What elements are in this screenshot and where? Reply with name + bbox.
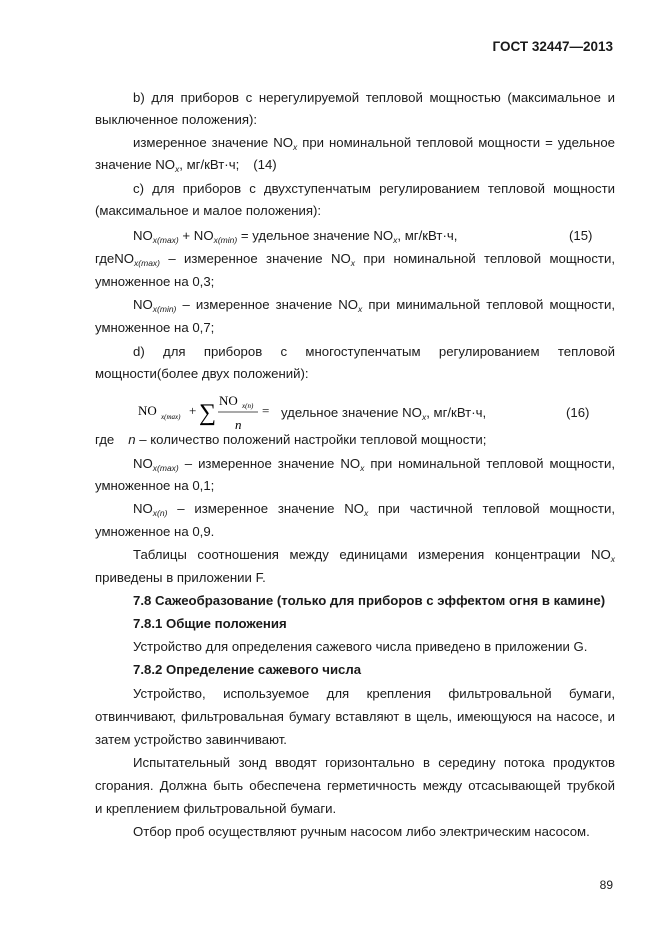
p782-line1: Устройство, используемое для крепления фильтровальной бумаги,: [133, 686, 615, 701]
page-number: 89: [599, 878, 613, 892]
section-7-8-1-heading: 7.8.1 Общие положения: [133, 616, 287, 631]
f16-eq: =: [262, 403, 270, 418]
section-7-8-heading: 7.8 Сажеобразование (только для приборов с эффектом огня в камине): [133, 593, 606, 608]
paragraph-c-line1: с) для приборов с двухступенчатым регулированием тепловой мощности: [133, 181, 615, 196]
paragraph-d-line2: мощности(более двух положений):: [95, 366, 309, 381]
nomax-line: $NO_{x(max)}$ – измеренное значение $NO_x$ при номинальной тепловой мощности,: [133, 456, 615, 473]
paragraph-d-line1: d) для приборов с многоступенчатым регулированием тепловой: [133, 344, 615, 359]
p782-line3: затем устройство завинчивают.: [95, 732, 287, 747]
f16-num: NO: [219, 393, 238, 408]
f16-no: NO: [138, 403, 157, 418]
mult-03: умноженное на 0,3;: [95, 274, 215, 289]
eq14-line2: значение $NO_x$, мг/кВт·ч; (14): [95, 157, 277, 174]
equation-number-15: (15): [569, 228, 593, 243]
section-7-8-2-heading: 7.8.2 Определение сажевого числа: [133, 662, 362, 677]
formula-16: [135, 393, 615, 433]
f16-text: удельное значение $NO_x$, мг/кВт·ч,: [281, 405, 487, 422]
p782-line2: отвинчивают, фильтровальная бумагу вставляют в щель, имеющуюся на насосе, и: [95, 709, 615, 724]
tables-line2: приведены в приложении F.: [95, 570, 266, 585]
section-7-8-1-text: Устройство для определения сажевого числа приведено в приложении G.: [133, 639, 588, 654]
f16-plus: +: [189, 403, 197, 418]
f16-sub: x(max): [161, 413, 181, 421]
equation-number-14: (14): [253, 157, 277, 172]
f16-den: n: [235, 417, 242, 432]
sum-sign: ∑: [199, 400, 217, 426]
mult-01: умноженное на 0,1;: [95, 478, 215, 493]
formula-15: $NO_{x(max)} + NO_{x(min)}$ = удельное значение $NO_x$, мг/кВт·ч,: [133, 228, 458, 245]
tables-line1: Таблицы соотношения между единицами измерения концентрации $NO_x$: [133, 547, 615, 564]
f16-num-sub: x(n): [242, 402, 254, 410]
mult-09: умноженное на 0,9.: [95, 524, 215, 539]
paragraph-c-line2: (максимальное и малое положения):: [95, 203, 322, 218]
where15-line: гдеNO$_{x(max)}$ – измеренное значение $NO_x$ при номинальной тепловой мощности,: [95, 251, 615, 268]
document-header: ГОСТ 32447—2013: [492, 39, 613, 54]
paragraph-b-line2: выключенное положения):: [95, 112, 258, 127]
nomin-line: $NO_{x(min)}$ – измеренное значение $NO_x$ при минимальной тепловой мощности,: [133, 297, 615, 314]
mult-07: умноженное на 0,7;: [95, 320, 215, 335]
eq14-line1: измеренное значение $NO_x$ при номинальной тепловой мощности = удельное: [133, 135, 615, 152]
probe-line3: и креплением фильтровальной бумаги.: [95, 801, 337, 816]
probe-line1: Испытательный зонд вводят горизонтально в середину потока продуктов: [133, 755, 615, 770]
sampling-line: Отбор проб осуществляют ручным насосом либо электрическим насосом.: [133, 824, 590, 839]
non-line: $NO_{x(n)}$ – измеренное значение $NO_x$ при частичной тепловой мощности,: [133, 501, 615, 518]
where16-line: где n – количество положений настройки тепловой мощности;: [95, 432, 487, 447]
equation-number-16: (16): [566, 405, 590, 420]
probe-line2: сгорания. Должна быть обеспечена герметичность между отсасывающей трубкой: [95, 778, 615, 793]
paragraph-b-line1: b) для приборов с нерегулируемой тепловой мощностью (максимальное и: [133, 90, 615, 105]
